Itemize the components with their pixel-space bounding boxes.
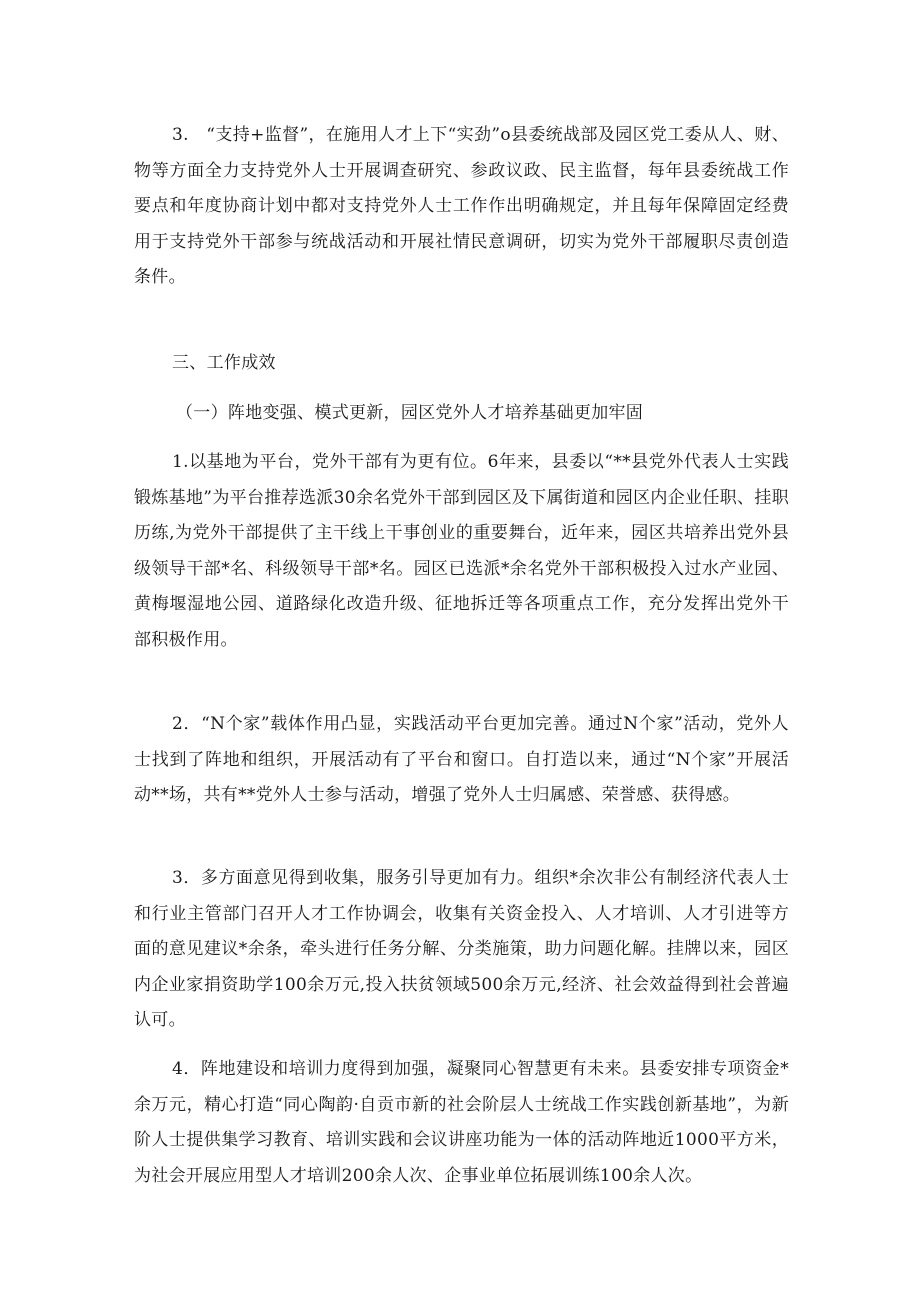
paragraph-support-supervision: 3. “支持+监督”，在施用人才上下“实劲”o县委统战部及园区党工委从人、财、物等方面全力支持党外人士开展调查研究、参政议政、民主监督，每年县委统战工作要点和年度协商计划中都对支持党外人士工作作出明确规定，并且每年保障固定经费用于支持党外干部参与统战活动和开展社情民意调研，切实为党外干部履职尽责创造条件。 — [134, 125, 789, 288]
paragraph-base-platform: 1.以基地为平台，党外干部有为更有位。6年来，县委以“**县党外代表人士实践锻炼基地”为平台推荐选派30余名党外干部到园区及下属街道和园区内企业任职、挂职历练,为党外干部提供了主干线上干事创业的重要舞台，近年来，园区共培养出党外县级领导干部*名、科级领导干部*名。园区已选派*余名党外干部积极投入过水产业园、黄梅堰湿地公园、道路绿化改造升级、征地拆迁等各项重点工作，充分发挥出党外干部积极作用。 — [134, 452, 789, 650]
subsection-heading: （一）阵地变强、模式更新，园区党外人才培养基础更加牢固 — [176, 403, 644, 423]
paragraph-opinions-collected: 3．多方面意见得到收集，服务引导更加有力。组织*余次非公有制经济代表人士和行业主管部门召开人才工作协调会，收集有关资金投入、人才培训、人才引进等方面的意见建议*余条，牵头进行任务分解、分类施策，助力问题化解。挂牌以来，园区内企业家捐资助学100余万元,投入扶贫领域500余万元,经济、社会效益得到社会普遍认可。 — [134, 868, 789, 1031]
section-heading: 三、工作成效 — [172, 353, 276, 373]
paragraph-training-base: 4．阵地建设和培训力度得到加强，凝聚同心智慧更有未来。县委安排专项资金*余万元，精心打造“同心陶韵·自贡市新的社会阶层人士统战工作实践创新基地”，为新阶人士提供集学习教育、培训实践和会议讲座功能为一体的活动阵地近1000平方米，为社会开展应用型人才培训200余人次、企事业单位拓展训练100余人次。 — [134, 1059, 789, 1186]
paragraph-n-homes: 2．“N个家”载体作用凸显，实践活动平台更加完善。通过N个家”活动，党外人士找到了阵地和组织，开展活动有了平台和窗口。自打造以来，通过“N个家”开展活动**场，共有**党外人士参与活动，增强了党外人士归属感、荣誉感、获得感。 — [134, 714, 789, 806]
